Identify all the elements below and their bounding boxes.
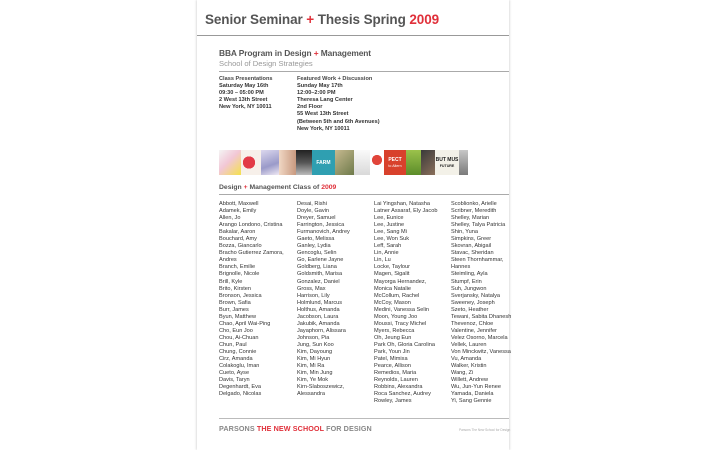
class-member-name: Jayaphorn, Alissara xyxy=(297,327,346,334)
class-member-name: Park Oh, Gloria Carolina xyxy=(374,341,435,348)
class-member-name: Hannes xyxy=(451,264,471,271)
title-rule xyxy=(197,35,509,36)
class-member-name: Chou, Ai-Chuan xyxy=(219,334,259,341)
class-member-name: Kim, Ye Mok xyxy=(297,377,329,384)
class-member-name: Roca Sanchez, Audrey xyxy=(374,391,431,398)
class-member-name: Skovran, Abigail xyxy=(451,243,492,250)
class-member-name: Brill, Kyle xyxy=(219,278,243,285)
class-member-name: Simpkins, Greer xyxy=(451,236,492,243)
class-member-name: Reynolds, Lauren xyxy=(374,377,418,384)
class-member-name: Brito, Kirsten xyxy=(219,285,252,292)
name-column-2 xyxy=(297,201,350,398)
class-member-name: Robbins, Alexandra xyxy=(374,384,423,391)
class-member-name: Chao, April Wai-Ping xyxy=(219,320,271,327)
class-member-name: Gencoglu, Selin xyxy=(297,250,337,257)
class-member-name: Moon, Young Joo xyxy=(374,313,418,320)
class-member-name: Vu, Amanda xyxy=(451,356,482,363)
parsons-logo: PARSONS THE NEW SCHOOL FOR DESIGN xyxy=(219,424,372,433)
project-thumbnail xyxy=(406,150,421,175)
program-rule xyxy=(219,71,509,72)
class-member-name: Latner Assaraf, Ely Jacob xyxy=(374,208,438,215)
school-name: School of Design Strategies xyxy=(219,59,313,68)
title-year: 2009 xyxy=(409,12,440,27)
class-member-name: Arango Londono, Cristina xyxy=(219,222,283,229)
class-member-name: Gross, Max xyxy=(297,285,326,292)
class-member-name: Velez Osorno, Marcela xyxy=(451,334,508,341)
class-member-name: Yi, Sang Gennie xyxy=(451,398,492,405)
class-member-name: Branch, Emilie xyxy=(219,264,256,271)
class-member-name: Monica Natalie xyxy=(374,285,411,292)
project-thumbnail: FARM xyxy=(312,150,335,175)
class-member-name: Brown, Safia xyxy=(219,299,251,306)
class-member-name: Cho, Eun Joo xyxy=(219,327,253,334)
class-member-name: Rowley, James xyxy=(374,398,412,405)
class-member-name: McCoy, Mason xyxy=(374,299,411,306)
class-member-name: Cirz, Amanda xyxy=(219,356,253,363)
class-member-name: Goldsmith, Marisa xyxy=(297,271,343,278)
name-column-4 xyxy=(451,201,511,405)
class-member-name: Kim, Mi Hyun xyxy=(297,356,331,363)
class-member-name: Kim, Mi Ra xyxy=(297,363,325,370)
class-member-name: Jacobson, Laura xyxy=(297,313,339,320)
class-member-name: Gaeto, Melissa xyxy=(297,236,335,243)
class-member-name: Myers, Rebecca xyxy=(374,327,415,334)
class-member-name: Lee, Eunice xyxy=(374,215,404,222)
project-thumbnail xyxy=(421,150,435,175)
class-member-name: Goldberg, Liana xyxy=(297,264,337,271)
class-member-name: Magen, Sigalit xyxy=(374,271,410,278)
class-presentations: Class Presentations Saturday May 16th 09:30 – 05:00 PM 2 West 13th Street New York, NY 10011 xyxy=(219,76,273,111)
class-member-name: Gonzalez, Daniel xyxy=(297,278,340,285)
class-list-rule xyxy=(219,194,509,195)
class-member-name: Vellek, Lauren xyxy=(451,341,487,348)
class-member-name: Furmanovich, Andrey xyxy=(297,229,350,236)
class-member-name: Delgado, Nicolas xyxy=(219,391,262,398)
class-member-name: Jakubik, Amanda xyxy=(297,320,340,327)
class-member-name: Brignolle, Nicole xyxy=(219,271,260,278)
class-member-name: Shin, Yuna xyxy=(451,229,478,236)
class-member-name: Harrison, Lily xyxy=(297,292,330,299)
class-member-name: Johnson, Pia xyxy=(297,334,330,341)
project-thumbnail: BUT MUS FUTURE xyxy=(435,150,459,175)
class-member-name: Bouchard, Amy xyxy=(219,236,257,243)
class-member-name: Allen, Jo xyxy=(219,215,241,222)
program-name: BBA Program in Design + Management xyxy=(219,48,371,58)
class-member-name: Scoblionko, Arielle xyxy=(451,201,497,207)
class-member-name: Walker, Kristin xyxy=(451,363,487,370)
class-member-name: Leff, Sarah xyxy=(374,243,402,250)
class-member-name: Shelley, Talya Patricia xyxy=(451,222,506,229)
class-member-name: Colakoglu, Iman xyxy=(219,363,260,370)
class-member-name: Locke, Taylour xyxy=(374,264,410,271)
name-column-3 xyxy=(374,201,437,405)
class-member-name: Medini, Vanessa Selin xyxy=(374,306,429,313)
project-thumbnail xyxy=(354,150,370,175)
project-thumbnail: PECT to Altern xyxy=(384,150,406,175)
class-member-name: Desai, Rishi xyxy=(297,201,327,207)
flyer-page xyxy=(197,0,512,450)
class-member-name: Willett, Andrew xyxy=(451,377,488,384)
class-member-name: Doyle, Gavin xyxy=(297,208,330,215)
class-member-name: Moussi, Tracy Michel xyxy=(374,320,427,327)
class-member-name: Stumpf, Erin xyxy=(451,278,482,285)
class-member-name: Wang, Zi xyxy=(451,370,474,377)
class-member-name: Suh, Jungwon xyxy=(451,285,487,292)
project-thumbnail xyxy=(459,150,468,175)
class-member-name: Degenhardt, Eva xyxy=(219,384,261,391)
class-member-name: Valentine, Jennifer xyxy=(451,327,497,334)
featured-work: Featured Work + Discussion Sunday May 17th 12:00–2:00 PM Theresa Lang Center 2nd Floor 55 West 13th Street (Between 5th and 6th Avenues) New York, NY 10011 xyxy=(297,76,380,132)
class-member-name: Bozza, Giancarlo xyxy=(219,243,262,250)
footer-fine-print: Parsons The New School for Design xyxy=(459,428,511,432)
class-member-name: Holthus, Amanda xyxy=(297,306,340,313)
class-member-name: Davis, Taryn xyxy=(219,377,250,384)
class-member-name: Pearce, Allison xyxy=(374,363,412,370)
class-member-name: Abbott, Maxwell xyxy=(219,201,259,207)
project-image-strip xyxy=(219,150,488,175)
class-member-name: Dreyer, Samuel xyxy=(297,215,336,222)
class-member-name: Byun, Matthew xyxy=(219,313,256,320)
class-member-name: Andres xyxy=(219,257,237,264)
class-member-name: Lin, Annie xyxy=(374,250,399,257)
class-list-heading: Design + Management Class of 2009 xyxy=(219,184,337,191)
flyer-title: Senior Seminar + Thesis Spring 2009 xyxy=(205,12,440,27)
footer-rule xyxy=(219,418,509,419)
class-member-name: Oh, Jeung Eun xyxy=(374,334,412,341)
class-member-name: Lai Yingshan, Natasha xyxy=(374,201,430,207)
class-member-name: Remedios, Maria xyxy=(374,370,417,377)
project-thumbnail xyxy=(370,150,384,175)
class-member-name: Holmlund, Marcus xyxy=(297,299,343,306)
class-member-name: Alessandra xyxy=(297,391,325,398)
class-member-name: Chun, Paul xyxy=(219,341,247,348)
class-member-name: Szeto, Heather xyxy=(451,306,489,313)
class-member-name: Kirn-Slaboszewicz, xyxy=(297,384,345,391)
class-member-name: Steimling, Ayla xyxy=(451,271,488,278)
class-member-name: Cueto, Ayse xyxy=(219,370,250,377)
class-member-name: Lin, Lu xyxy=(374,257,391,264)
class-member-name: Lee, Won Suk xyxy=(374,236,410,243)
class-member-name: Yamada, Daniela xyxy=(451,391,494,398)
class-member-name: Jung, Sun Koo xyxy=(297,341,334,348)
title-plus: + xyxy=(306,12,315,27)
class-member-name: Bronson, Jessica xyxy=(219,292,262,299)
class-member-name: Go, Earlene Jayne xyxy=(297,257,344,264)
class-member-name: Steen Thornhammar, xyxy=(451,257,504,264)
project-thumbnail xyxy=(335,150,354,175)
class-member-name: Scribner, Meredith xyxy=(451,208,497,215)
class-member-name: Kim, Min Jung xyxy=(297,370,333,377)
name-column-1 xyxy=(219,201,284,398)
class-member-name: Park, Youn Jin xyxy=(374,348,410,355)
project-thumbnail xyxy=(241,150,261,175)
class-member-name: Burr, James xyxy=(219,306,249,313)
class-member-name: Lee, Justine xyxy=(374,222,405,229)
class-member-name: Patel, Mimixa xyxy=(374,356,408,363)
class-member-name: Chung, Connie xyxy=(219,348,257,355)
class-member-name: Adamek, Emily xyxy=(219,208,257,215)
class-member-name: Tewani, Sabita Dhanesh xyxy=(451,313,512,320)
class-member-name: Sweeney, Joseph xyxy=(451,299,495,306)
class-member-name: Bracho Gutierrez Zamora, xyxy=(219,250,284,257)
class-member-name: Stavac, Sheridan xyxy=(451,250,494,257)
class-member-name: Mayorga Hernandez, xyxy=(374,278,427,285)
project-thumbnail xyxy=(296,150,312,175)
class-member-name: Von Minckwitz, Vanessa xyxy=(451,348,511,355)
class-member-name: McCollum, Rachel xyxy=(374,292,420,299)
class-member-name: Bakalar, Aaron xyxy=(219,229,256,236)
project-thumbnail xyxy=(261,150,279,175)
class-member-name: Shelley, Marian xyxy=(451,215,490,222)
class-member-name: Kim, Dayoung xyxy=(297,348,333,355)
class-member-name: Farrington, Jessica xyxy=(297,222,345,229)
class-member-name: Sverjansky, Natalya xyxy=(451,292,501,299)
class-member-name: Wu, Jun-Yun Renee xyxy=(451,384,501,391)
project-thumbnail xyxy=(219,150,241,175)
class-member-name: Thevenoz, Chloe xyxy=(451,320,494,327)
project-thumbnail xyxy=(279,150,296,175)
class-member-name: Lee, Sang Mi xyxy=(374,229,407,236)
class-member-name: Ganley, Lydia xyxy=(297,243,331,250)
